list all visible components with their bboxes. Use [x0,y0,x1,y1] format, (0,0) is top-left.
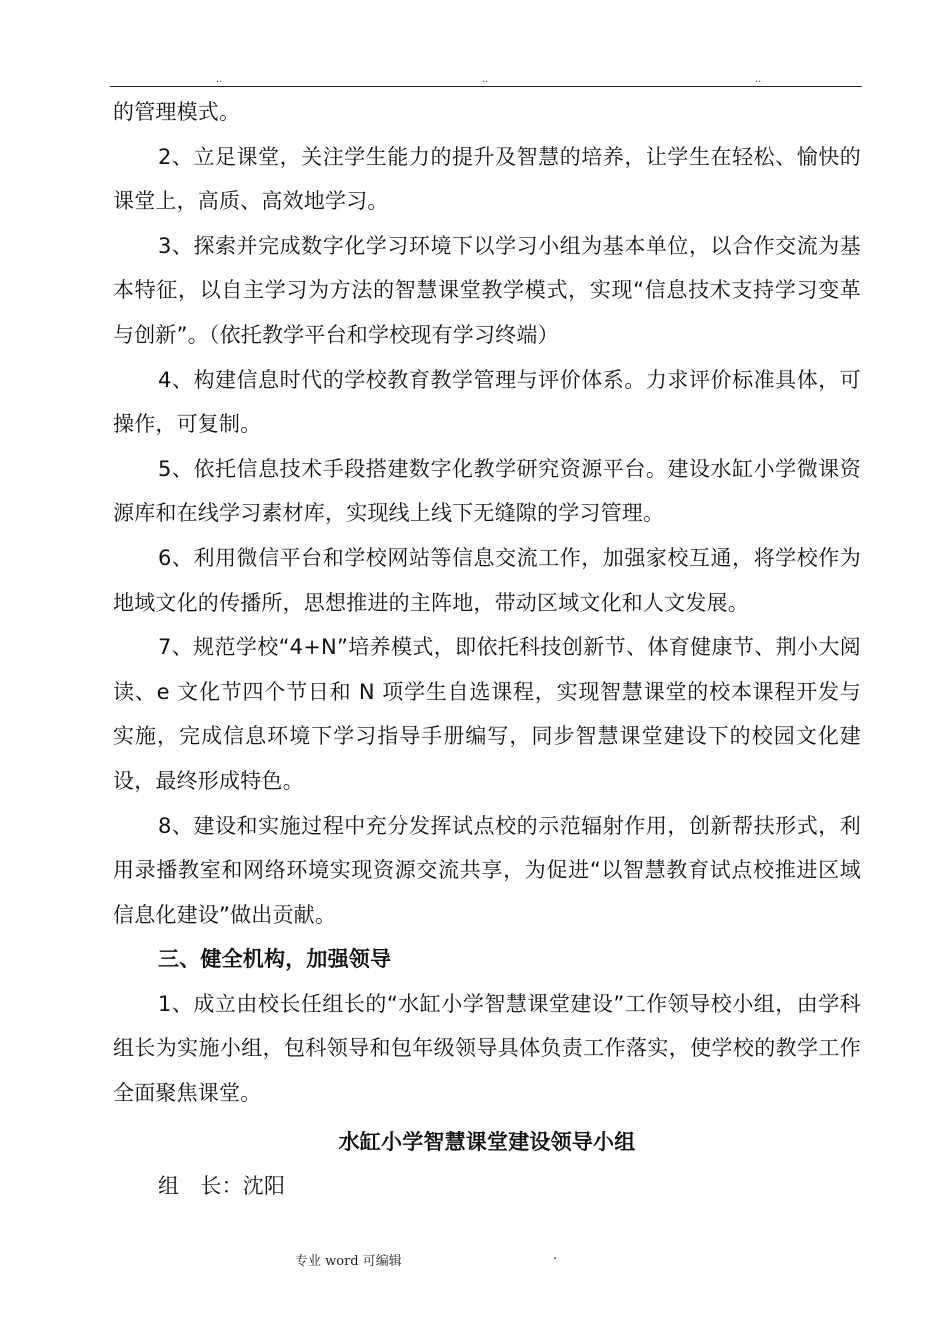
paragraph-item-6: 6、利用微信平台和学校网站等信息交流工作，加强家校互通，将学校作为地域文化的传播所，思想推进的主阵地，带动区域文化和人文发展。 [113,545,861,615]
header-mark-right: .. [755,74,762,85]
paragraph-item-2: 2、立足课堂，关注学生能力的提升及智慧的培养，让学生在轻松、愉快的课堂上，高质、高效地学习。 [113,144,861,214]
paragraph-continuation: 的管理模式。 [113,100,241,124]
paragraph-item-7: 7、规范学校“4+N”培养模式，即依托科技创新节、体育健康节、荆小大阅读、e 文化节四个节日和 N 项学生自选课程，实现智慧课堂的校本课程开发与实施，完成信息环境下学习指导手册编写，同步智慧课堂建设下的校园文化建设，最终形成特色。 [113,635,861,793]
paragraph-item-5: 5、依托信息技术手段搭建数字化教学研究资源平台。建设水缸小学微课资源库和在线学习素材库，实现线上线下无缝隙的学习管理。 [113,456,861,526]
header-marks [110,74,862,86]
footer-dot: . [553,1248,558,1263]
paragraph-section-item-1: 1、成立由校长任组长的“水缸小学智慧课堂建设”工作领导校小组，由学科组长为实施小组，包科领导和包年级领导具体负责工作落实，使学校的教学工作全面聚焦课堂。 [113,991,861,1106]
paragraph-item-8: 8、建设和实施过程中充分发挥试点校的示范辐射作用，创新帮扶形式，利用录播教室和网络环境实现资源交流共享，为促进“以智慧教育试点校推进区域信息化建设”做出贡献。 [113,813,861,927]
section-heading: 三、健全机构，加强领导 [158,947,392,972]
paragraph-item-4: 4、构建信息时代的学校教育教学管理与评价体系。力求评价标准具体，可操作，可复制。 [113,367,861,437]
group-title: 水缸小学智慧课堂建设领导小组 [338,1129,636,1154]
footer-label: 专业 word 可编辑 [295,1254,402,1269]
header-mark-center: .. [482,74,489,85]
document-body [113,90,861,1209]
header-rule [110,86,862,87]
paragraph-item-3: 3、探索并完成数字化学习环境下以学习小组为基本单位，以合作交流为基本特征，以自主学习为方法的智慧课堂教学模式，实现“信息技术支持学习变革与创新”。（依托教学平台和学校现有学习终端） [113,233,861,347]
group-leader-line: 组 长：沈阳 [158,1174,286,1199]
header-mark-left: .. [216,74,223,85]
